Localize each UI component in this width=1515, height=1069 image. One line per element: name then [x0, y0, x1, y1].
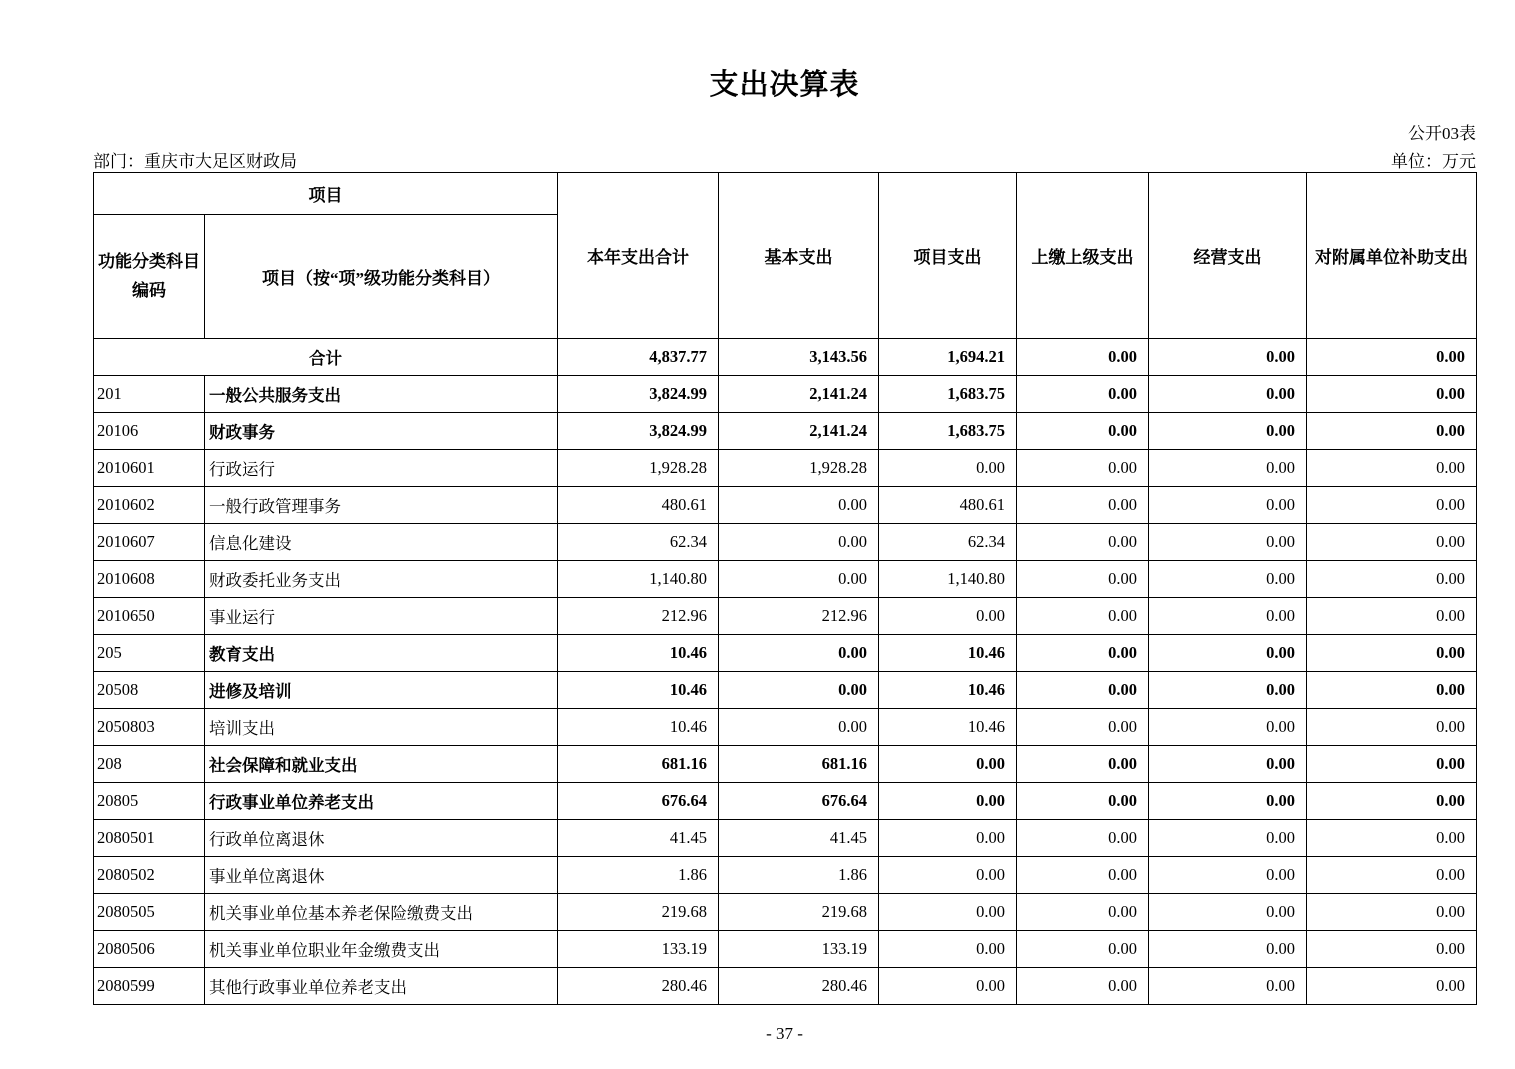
- row-value: 681.16: [719, 746, 879, 783]
- row-value: 0.00: [879, 820, 1017, 857]
- table-row: [94, 339, 1477, 376]
- row-value: 3,143.56: [719, 339, 879, 376]
- header-function-code: [94, 215, 205, 339]
- table-row: [94, 931, 1477, 968]
- row-value: 0.00: [1149, 598, 1307, 635]
- row-item-name: 培训支出: [205, 709, 558, 746]
- row-value: 0.00: [1017, 820, 1149, 857]
- row-function-code: 201: [94, 376, 205, 413]
- row-value: 0.00: [1307, 894, 1477, 931]
- row-value: 0.00: [719, 561, 879, 598]
- expenditure-table: [93, 172, 1477, 1005]
- row-value: 1,683.75: [879, 376, 1017, 413]
- row-item-name: 事业单位离退休: [205, 857, 558, 894]
- row-function-code: 2010650: [94, 598, 205, 635]
- row-value: 0.00: [1017, 376, 1149, 413]
- table-row: [94, 857, 1477, 894]
- header-project-by-item: 项目（按“项”级功能分类科目）: [205, 215, 558, 339]
- row-value: 280.46: [558, 968, 719, 1005]
- row-value: 0.00: [1307, 635, 1477, 672]
- header-upturned-expenditure: 上缴上级支出: [1017, 173, 1149, 339]
- row-value: 1.86: [719, 857, 879, 894]
- row-value: 0.00: [1307, 376, 1477, 413]
- row-value: 10.46: [879, 635, 1017, 672]
- table-row: [94, 413, 1477, 450]
- header-project-expenditure: 项目支出: [879, 173, 1017, 339]
- row-function-code: 20508: [94, 672, 205, 709]
- row-value: 0.00: [1307, 672, 1477, 709]
- row-value: 0.00: [1307, 968, 1477, 1005]
- row-function-code: 2080505: [94, 894, 205, 931]
- row-value: 280.46: [719, 968, 879, 1005]
- header-operating-expenditure: 经营支出: [1149, 173, 1307, 339]
- row-value: 0.00: [1017, 635, 1149, 672]
- row-value: 0.00: [1017, 339, 1149, 376]
- row-value: 2,141.24: [719, 413, 879, 450]
- row-item-name: 机关事业单位职业年金缴费支出: [205, 931, 558, 968]
- header-basic-expenditure: 基本支出: [719, 173, 879, 339]
- row-function-code: 20805: [94, 783, 205, 820]
- row-value: 0.00: [1149, 487, 1307, 524]
- table-header: [94, 173, 1477, 339]
- row-value: 0.00: [1307, 820, 1477, 857]
- row-item-name: 事业运行: [205, 598, 558, 635]
- table-row: [94, 894, 1477, 931]
- row-value: 0.00: [1307, 931, 1477, 968]
- row-value: 0.00: [879, 450, 1017, 487]
- row-value: 0.00: [1017, 561, 1149, 598]
- header-function-code-line1: 功能分类科目: [98, 251, 200, 271]
- page-number: - 37 -: [766, 1024, 803, 1043]
- row-value: 41.45: [558, 820, 719, 857]
- row-value: 0.00: [1307, 561, 1477, 598]
- row-value: 480.61: [879, 487, 1017, 524]
- table-row: [94, 561, 1477, 598]
- row-value: 219.68: [558, 894, 719, 931]
- row-value: 0.00: [1307, 857, 1477, 894]
- row-value: 1,140.80: [879, 561, 1017, 598]
- row-value: 1,140.80: [558, 561, 719, 598]
- row-value: 676.64: [719, 783, 879, 820]
- row-value: 0.00: [1149, 931, 1307, 968]
- row-value: 212.96: [558, 598, 719, 635]
- row-value: 0.00: [1017, 672, 1149, 709]
- row-item-name: 其他行政事业单位养老支出: [205, 968, 558, 1005]
- row-value: 0.00: [879, 931, 1017, 968]
- row-value: 4,837.77: [558, 339, 719, 376]
- row-value: 10.46: [558, 635, 719, 672]
- row-value: 0.00: [1307, 450, 1477, 487]
- row-function-code: 2010607: [94, 524, 205, 561]
- row-value: 62.34: [879, 524, 1017, 561]
- row-value: 3,824.99: [558, 376, 719, 413]
- row-item-name: 机关事业单位基本养老保险缴费支出: [205, 894, 558, 931]
- table-row: [94, 487, 1477, 524]
- row-value: 0.00: [1149, 413, 1307, 450]
- page-title: 支出决算表: [709, 69, 860, 101]
- row-function-code: 208: [94, 746, 205, 783]
- row-item-name: 财政事务: [205, 413, 558, 450]
- row-item-name: 行政事业单位养老支出: [205, 783, 558, 820]
- row-value: 0.00: [1307, 524, 1477, 561]
- table-row: [94, 598, 1477, 635]
- row-function-code: 2010608: [94, 561, 205, 598]
- row-function-code: 2080501: [94, 820, 205, 857]
- row-value: 0.00: [1149, 339, 1307, 376]
- row-value: 480.61: [558, 487, 719, 524]
- row-value: 0.00: [719, 524, 879, 561]
- row-value: 0.00: [1149, 672, 1307, 709]
- row-value: 0.00: [879, 783, 1017, 820]
- row-value: 133.19: [719, 931, 879, 968]
- row-value: 0.00: [1149, 450, 1307, 487]
- row-value: 0.00: [1149, 635, 1307, 672]
- row-value: 0.00: [719, 709, 879, 746]
- row-value: 133.19: [558, 931, 719, 968]
- table-row: [94, 450, 1477, 487]
- row-value: 10.46: [879, 672, 1017, 709]
- row-item-name: 一般行政管理事务: [205, 487, 558, 524]
- row-value: 0.00: [879, 598, 1017, 635]
- row-value: 0.00: [1149, 746, 1307, 783]
- row-value: 0.00: [1307, 487, 1477, 524]
- row-value: 0.00: [719, 672, 879, 709]
- header-total-expenditure: 本年支出合计: [558, 173, 719, 339]
- table-row: [94, 746, 1477, 783]
- row-value: 0.00: [879, 746, 1017, 783]
- table-row: [94, 783, 1477, 820]
- table-row: [94, 820, 1477, 857]
- row-value: 0.00: [1149, 894, 1307, 931]
- row-value: 0.00: [719, 487, 879, 524]
- table-row: [94, 709, 1477, 746]
- row-value: 2,141.24: [719, 376, 879, 413]
- row-item-name: 教育支出: [205, 635, 558, 672]
- row-value: 212.96: [719, 598, 879, 635]
- row-function-code: 2080506: [94, 931, 205, 968]
- row-item-name: 行政运行: [205, 450, 558, 487]
- row-value: 0.00: [1149, 783, 1307, 820]
- row-value: 0.00: [1017, 450, 1149, 487]
- row-value: 0.00: [1149, 524, 1307, 561]
- row-value: 0.00: [879, 894, 1017, 931]
- row-value: 0.00: [1017, 487, 1149, 524]
- row-value: 219.68: [719, 894, 879, 931]
- row-value: 0.00: [1017, 709, 1149, 746]
- form-number-label: 公开03表: [1408, 124, 1476, 143]
- row-function-code: 205: [94, 635, 205, 672]
- row-item-name: 行政单位离退休: [205, 820, 558, 857]
- row-function-code: 20106: [94, 413, 205, 450]
- row-function-code: 2010602: [94, 487, 205, 524]
- row-function-code: 2080502: [94, 857, 205, 894]
- row-value: 676.64: [558, 783, 719, 820]
- table-row: [94, 376, 1477, 413]
- row-function-code: 2010601: [94, 450, 205, 487]
- row-value: 681.16: [558, 746, 719, 783]
- row-item-name: 社会保障和就业支出: [205, 746, 558, 783]
- row-value: 0.00: [1149, 376, 1307, 413]
- row-value: 0.00: [1017, 413, 1149, 450]
- row-value: 0.00: [1307, 413, 1477, 450]
- row-value: 0.00: [879, 857, 1017, 894]
- row-value: 0.00: [1307, 783, 1477, 820]
- row-function-code: 2050803: [94, 709, 205, 746]
- row-value: 0.00: [1017, 857, 1149, 894]
- row-item-name: 一般公共服务支出: [205, 376, 558, 413]
- department-label: 部门：重庆市大足区财政局: [93, 152, 297, 171]
- row-function-code: 2080599: [94, 968, 205, 1005]
- row-value: 0.00: [1017, 968, 1149, 1005]
- row-value: 0.00: [719, 635, 879, 672]
- row-value: 0.00: [1149, 561, 1307, 598]
- row-value: 10.46: [879, 709, 1017, 746]
- row-value: 0.00: [1149, 820, 1307, 857]
- row-value: 1,928.28: [558, 450, 719, 487]
- row-total-label: 合计: [94, 339, 558, 376]
- row-value: 1.86: [558, 857, 719, 894]
- row-value: 0.00: [1017, 524, 1149, 561]
- row-value: 62.34: [558, 524, 719, 561]
- row-value: 10.46: [558, 672, 719, 709]
- unit-label: 单位：万元: [1391, 152, 1476, 171]
- row-value: 0.00: [1307, 746, 1477, 783]
- row-value: 1,683.75: [879, 413, 1017, 450]
- table-body: [94, 339, 1477, 1005]
- row-value: 0.00: [1149, 857, 1307, 894]
- row-value: 0.00: [1017, 598, 1149, 635]
- header-function-code-line2: 编码: [132, 280, 166, 300]
- header-project-group: 项目: [94, 173, 558, 215]
- table-row: [94, 672, 1477, 709]
- table-row: [94, 524, 1477, 561]
- table-row: [94, 968, 1477, 1005]
- row-value: 0.00: [1017, 783, 1149, 820]
- row-value: 41.45: [719, 820, 879, 857]
- row-value: 0.00: [1307, 709, 1477, 746]
- row-value: 0.00: [1307, 339, 1477, 376]
- row-item-name: 财政委托业务支出: [205, 561, 558, 598]
- row-value: 0.00: [1149, 968, 1307, 1005]
- row-value: 0.00: [1017, 894, 1149, 931]
- row-item-name: 信息化建设: [205, 524, 558, 561]
- meta-line: [93, 147, 1476, 172]
- header-subsidy-expenditure: 对附属单位补助支出: [1307, 173, 1477, 339]
- row-value: 3,824.99: [558, 413, 719, 450]
- row-value: 0.00: [1017, 931, 1149, 968]
- row-value: 1,694.21: [879, 339, 1017, 376]
- row-value: 1,928.28: [719, 450, 879, 487]
- row-value: 0.00: [1149, 709, 1307, 746]
- row-value: 0.00: [1307, 598, 1477, 635]
- table-row: [94, 635, 1477, 672]
- row-value: 0.00: [879, 968, 1017, 1005]
- row-value: 0.00: [1017, 746, 1149, 783]
- row-value: 10.46: [558, 709, 719, 746]
- row-item-name: 进修及培训: [205, 672, 558, 709]
